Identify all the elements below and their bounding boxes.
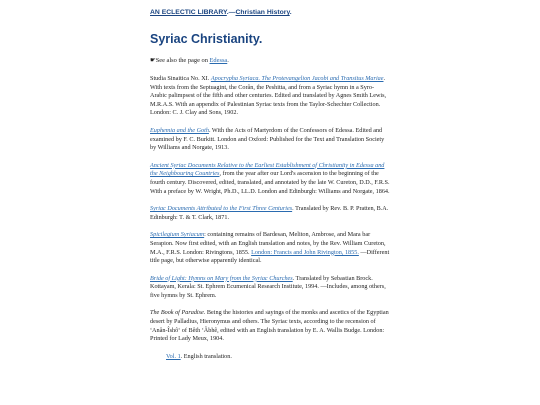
entry-title-link[interactable]: Apocrypha Syriaca. The Protevangelion Jacobi and Transitus Mariae: [210, 75, 384, 82]
entry-title-link[interactable]: Euphemia and the Goth: [150, 126, 209, 134]
entry-description: . Translated by Sebastian Brock. Kottayam, Kerala: St. Ephrem Ecumenical Research Institute, 1994. —Includes, among others, five hymns by St. Ephrem.: [150, 274, 386, 299]
entry-title: The Book of Paradise: [150, 309, 204, 317]
entry-euphemia: [150, 127, 390, 153]
breadcrumb-library-link[interactable]: AN ECLECTIC LIBRARY: [150, 9, 227, 16]
see-also-note: [150, 56, 390, 65]
entry-note: —Different title page, but otherwise apparently identical.: [150, 248, 390, 265]
entry-title-link[interactable]: Bride of Light: Hymns on Mary from the Syriac Churches: [150, 274, 293, 282]
entry-description: . Being the histories and sayings of the monks and ascetics of the Egyptian desert by Palladius, Hieronymus and others. The Syriac texts, according to the recension of ‘Anân-Îshô‘ of Bêth ‘Âbhê, edited with an English translation by E. A. Wallis Budge. London: Printed for Lady Meux, 1904.: [150, 309, 389, 343]
entry-alternate-edition-link[interactable]: London: Francis and John Rivington, 1855.: [251, 248, 359, 256]
breadcrumb-separator: .—: [226, 9, 236, 16]
entry-bride-of-light: [150, 275, 390, 301]
entry-description: , from the year after our Lord's ascension to the beginning of the fourth century. Discovered, edited, translated, and annotated by the late W. Cureton, D.D., F.R.S. With a preface by W. Wright, Ph.D., LL.D. London and Edinburgh: Williams and Norgate, 1864.: [150, 170, 390, 195]
entry-prefix: Studia Sinaitica No. XI.: [150, 75, 211, 82]
see-also-suffix: .: [227, 57, 229, 64]
entry-title-link[interactable]: Syriac Documents Attributed to the First Three Centuries: [150, 205, 293, 213]
see-also-prefix: See also the page on: [155, 57, 210, 64]
volume-1-link[interactable]: Vol. 1: [166, 352, 181, 360]
entry-description: . Translated by Rev. B. P. Pratten, B.A. Edinburgh: T. & T. Clark, 1871.: [150, 205, 389, 221]
entry-title-link[interactable]: Ancient Syriac Documents Relative to the Earliest Establishment of Christianity in Edessa and the Neighbouring Countries: [150, 161, 385, 178]
breadcrumb-end: .: [289, 9, 292, 16]
content-column: [150, 8, 390, 361]
entry-description: . With the Acts of Martyrdom of the Confessors of Edessa. Edited and examined by F. C. Burkitt. London and Oxford: Published for the Text and Translation Society by Williams and Norgate, 1913.: [150, 126, 385, 152]
entry-description: : containing remains of Bardesan, Meliton, Ambrose, and Mara bar Serapion. Now first edited, with an English translation and notes, by the Rev. William Cureton, M.A., F.R.S. London: Rivingtons, 1855.: [150, 231, 386, 256]
entry-description: . With texts from the Septuagint, the Corân, the Peshitta, and from a Syriac hymn in a Syro-Arabic palimpsest of the fifth and other centuries. Edited and translated by Agnes Smith Lewis, M.R.A.S. With an appendix of Palestinian Syriac texts from the Taylor-Schechter Collection. London: C. J. Clay and Sons, 1902.: [150, 75, 387, 117]
breadcrumb: [150, 8, 390, 18]
entry-ancient-syriac-documents: [150, 162, 390, 196]
entry-syriac-documents: [150, 205, 390, 222]
see-also-edessa-link[interactable]: Edessa: [209, 57, 228, 64]
entry-book-of-paradise: [150, 309, 390, 343]
volume-description: . English translation.: [180, 352, 232, 360]
entry-title-link[interactable]: Spicilegium Syriacum: [150, 231, 205, 239]
entry-spicilegium: [150, 231, 390, 265]
page-title: Syriac Christianity.: [150, 32, 263, 46]
pointing-hand-icon: ☛: [150, 57, 156, 64]
breadcrumb-section-link[interactable]: Christian History: [235, 9, 290, 16]
volume-item: [150, 353, 390, 362]
entry-apocrypha-syriaca: [150, 75, 390, 118]
